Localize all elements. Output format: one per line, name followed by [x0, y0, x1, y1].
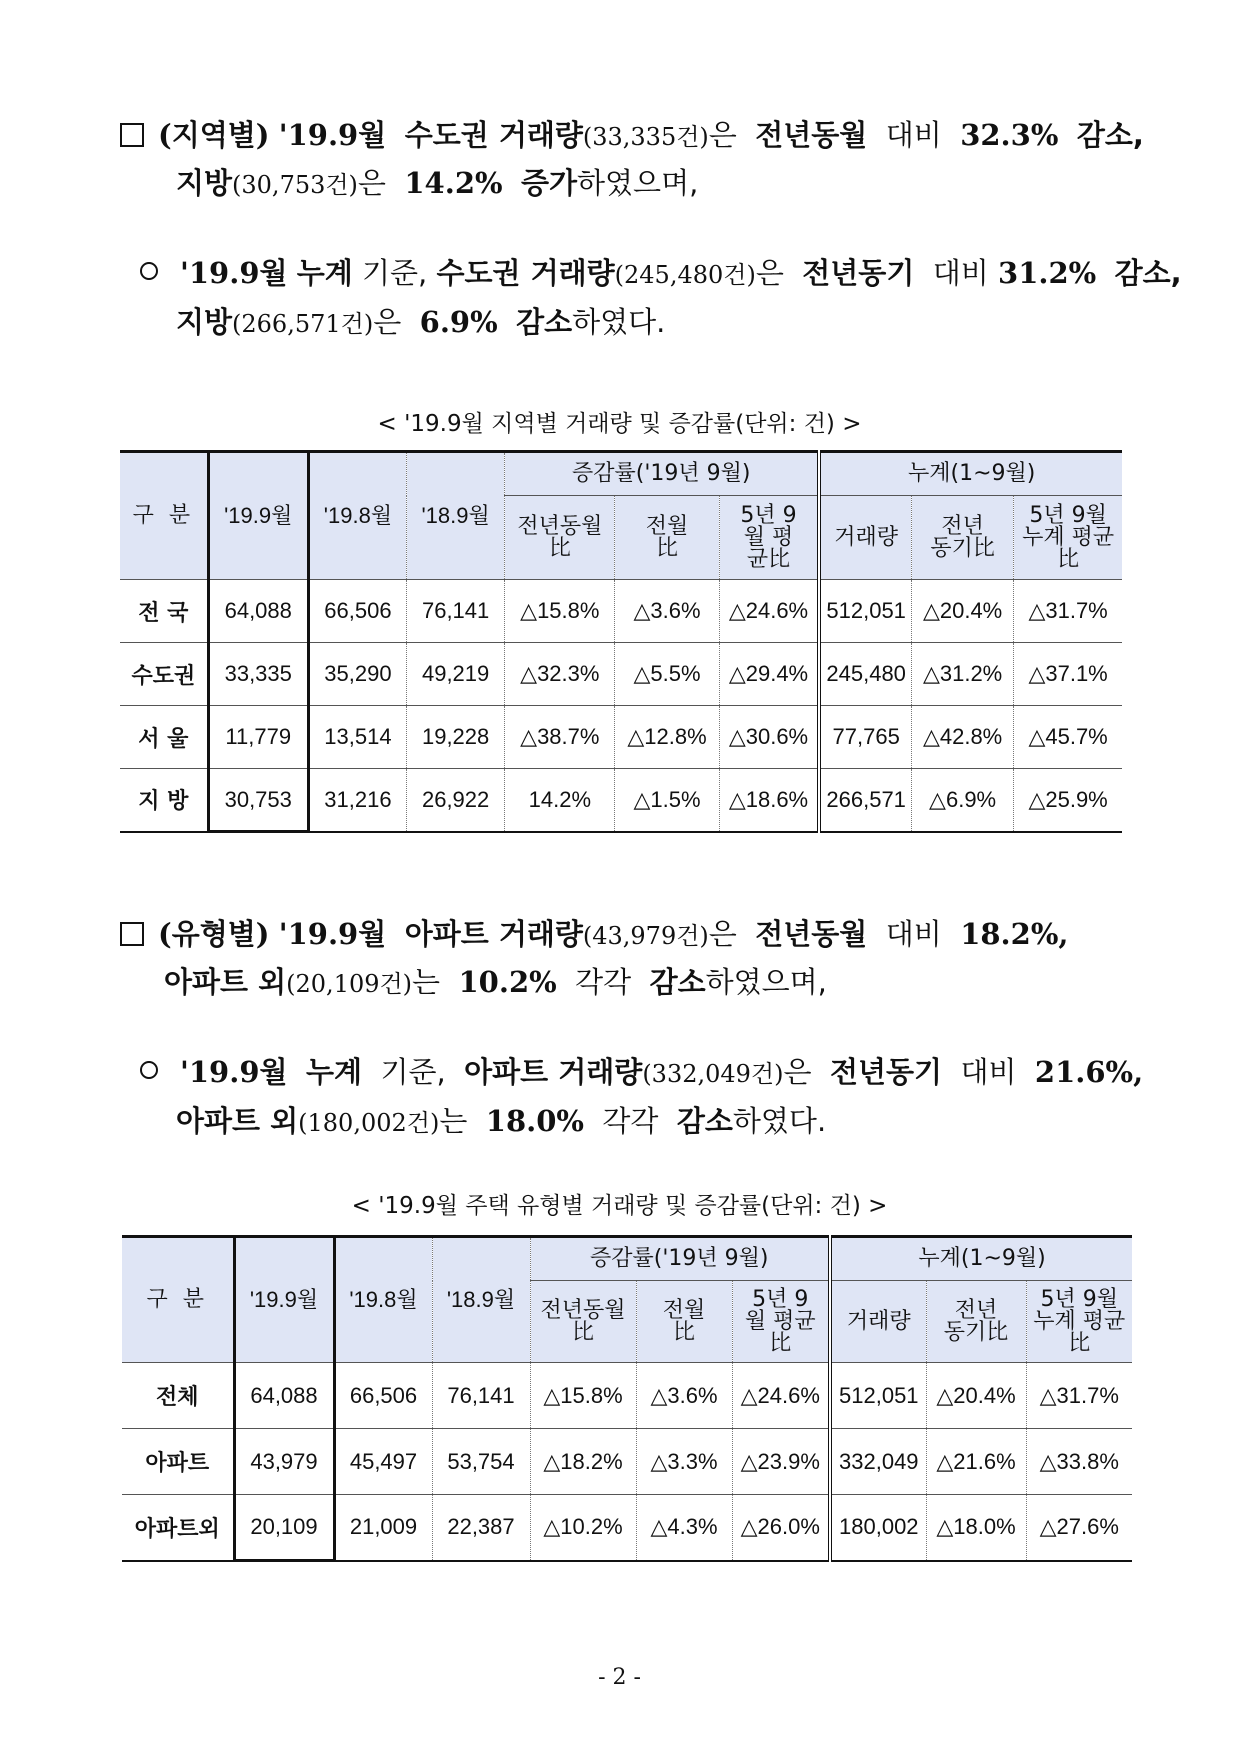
- row-header: 서 울: [120, 706, 208, 769]
- table-cell: 14.2%: [505, 769, 615, 832]
- table-cell: 11,779: [208, 706, 308, 769]
- header-yoy-cumul: 전년 동기比: [926, 1281, 1026, 1363]
- table-cell: △5.5%: [615, 643, 719, 706]
- checkbox-bullet-icon: [120, 922, 144, 946]
- section1-sub-line1: '19.9월 누계 기준, 수도권 거래량(245,480건)은 전년동기 대비 31.2% 감소,: [140, 256, 1182, 292]
- table-cell: 35,290: [308, 643, 406, 706]
- table-cell: △3.6%: [615, 580, 719, 643]
- circle-bullet-icon: [140, 1061, 158, 1079]
- header-volume: 거래량: [819, 496, 911, 580]
- table-cell: △31.7%: [1014, 580, 1122, 643]
- table-cell: △42.8%: [912, 706, 1014, 769]
- row-header: 수도권: [120, 643, 208, 706]
- table-cell: △20.4%: [926, 1363, 1026, 1429]
- table-cell: 33,335: [208, 643, 308, 706]
- table-cell: △21.6%: [926, 1429, 1026, 1495]
- header-avg5-cumul: 5년 9월누계 평균比: [1014, 496, 1122, 580]
- table-cell: △38.7%: [505, 706, 615, 769]
- table-cell: 66,506: [308, 580, 406, 643]
- table-row: [122, 1495, 1132, 1561]
- table-cell: △10.2%: [530, 1495, 636, 1561]
- table-row: [120, 643, 1122, 706]
- region-table: [120, 450, 1122, 833]
- table-cell: △26.0%: [732, 1495, 830, 1561]
- section2-line2: 아파트 외(20,109건)는 10.2% 각각 감소하였으며,: [164, 965, 827, 999]
- header-avg5-cumul: 5년 9월누계 평균比: [1026, 1281, 1132, 1363]
- header-yoy: 전년동월比: [530, 1281, 636, 1363]
- table-cell: 266,571: [819, 769, 911, 832]
- header-mom: 전월比: [636, 1281, 732, 1363]
- header-category: 구 분: [120, 452, 208, 580]
- table-cell: △4.3%: [636, 1495, 732, 1561]
- header-yoy: 전년동월比: [505, 496, 615, 580]
- table-cell: 245,480: [819, 643, 911, 706]
- table-cell: △3.6%: [636, 1363, 732, 1429]
- header-volume: 거래량: [830, 1281, 926, 1363]
- table-cell: △20.4%: [912, 580, 1014, 643]
- header-sep19: '19.9월: [208, 452, 308, 580]
- table-cell: △29.4%: [719, 643, 819, 706]
- table-row: [122, 1363, 1132, 1429]
- table-cell: 22,387: [432, 1495, 530, 1561]
- table-cell: 76,141: [432, 1363, 530, 1429]
- table-cell: △15.8%: [530, 1363, 636, 1429]
- section1-sub-line2: 지방(266,571건)은 6.9% 감소하였다.: [176, 305, 666, 339]
- table-cell: 26,922: [407, 769, 505, 832]
- header-avg5: 5년 9월 평균比: [719, 496, 819, 580]
- section2-sub-line2: 아파트 외(180,002건)는 18.0% 각각 감소하였다.: [176, 1104, 827, 1138]
- table-cell: △33.8%: [1026, 1429, 1132, 1495]
- table-cell: 76,141: [407, 580, 505, 643]
- table-cell: 77,765: [819, 706, 911, 769]
- row-header: 전 국: [120, 580, 208, 643]
- table-cell: △18.2%: [530, 1429, 636, 1495]
- table-cell: 53,754: [432, 1429, 530, 1495]
- table-cell: 64,088: [208, 580, 308, 643]
- row-header: 아파트외: [122, 1495, 234, 1561]
- table-cell: 19,228: [407, 706, 505, 769]
- circle-bullet-icon: [140, 262, 158, 280]
- table-cell: △25.9%: [1014, 769, 1122, 832]
- header-yoy-cumul: 전년 동기比: [912, 496, 1014, 580]
- header-rate-group: 증감률('19년 9월): [530, 1237, 830, 1281]
- header-category: 구 분: [122, 1237, 234, 1363]
- header-aug19: '19.8월: [334, 1237, 432, 1363]
- row-header: 전체: [122, 1363, 234, 1429]
- table-row: [120, 769, 1122, 832]
- table-row: [120, 706, 1122, 769]
- table1-caption: < '19.9월 지역별 거래량 및 증감률(단위: 건) >: [377, 411, 862, 437]
- row-header: 지 방: [120, 769, 208, 832]
- table-cell: 332,049: [830, 1429, 926, 1495]
- table-cell: △18.6%: [719, 769, 819, 832]
- table-cell: △27.6%: [1026, 1495, 1132, 1561]
- table-cell: 43,979: [234, 1429, 334, 1495]
- table-cell: △31.2%: [912, 643, 1014, 706]
- table-cell: 512,051: [830, 1363, 926, 1429]
- table-cell: 31,216: [308, 769, 406, 832]
- table-cell: △45.7%: [1014, 706, 1122, 769]
- page-number: - 2 -: [598, 1665, 641, 1690]
- header-sep19: '19.9월: [234, 1237, 334, 1363]
- table-cell: △24.6%: [732, 1363, 830, 1429]
- checkbox-bullet-icon: [120, 123, 144, 147]
- table-cell: △15.8%: [505, 580, 615, 643]
- table-cell: 180,002: [830, 1495, 926, 1561]
- header-aug19: '19.8월: [308, 452, 406, 580]
- table-cell: △18.0%: [926, 1495, 1026, 1561]
- table-cell: 30,753: [208, 769, 308, 832]
- table-row: [122, 1429, 1132, 1495]
- section2-sub-line1: '19.9월 누계 기준, 아파트 거래량(332,049건)은 전년동기 대비 21.6%,: [140, 1055, 1143, 1091]
- table-cell: △6.9%: [912, 769, 1014, 832]
- table-cell: △32.3%: [505, 643, 615, 706]
- table-cell: 45,497: [334, 1429, 432, 1495]
- header-rate-group: 증감률('19년 9월): [505, 452, 820, 496]
- table-cell: △30.6%: [719, 706, 819, 769]
- section2-line1: (유형별) '19.9월 아파트 거래량(43,979건)은 전년동월 대비 18.2%,: [120, 917, 1068, 953]
- table-cell: △23.9%: [732, 1429, 830, 1495]
- row-header: 아파트: [122, 1429, 234, 1495]
- table2-caption: < '19.9월 주택 유형별 거래량 및 증감률(단위: 건) >: [351, 1193, 888, 1219]
- table-cell: △24.6%: [719, 580, 819, 643]
- table-cell: 49,219: [407, 643, 505, 706]
- table-cell: △3.3%: [636, 1429, 732, 1495]
- table-cell: 20,109: [234, 1495, 334, 1561]
- table-cell: 512,051: [819, 580, 911, 643]
- table-cell: △1.5%: [615, 769, 719, 832]
- housing-type-table: [122, 1235, 1132, 1562]
- table-cell: △37.1%: [1014, 643, 1122, 706]
- header-avg5: 5년 9월 평균比: [732, 1281, 830, 1363]
- section1-line1: (지역별) '19.9월 수도권 거래량(33,335건)은 전년동월 대비 32.3% 감소,: [120, 118, 1144, 154]
- table-cell: 21,009: [334, 1495, 432, 1561]
- section1-line2: 지방(30,753건)은 14.2% 증가하였으며,: [176, 166, 699, 200]
- header-mom: 전월比: [615, 496, 719, 580]
- header-cumul-group: 누계(1~9월): [819, 452, 1122, 496]
- table-row: [120, 580, 1122, 643]
- table-cell: △31.7%: [1026, 1363, 1132, 1429]
- header-sep18: '18.9월: [432, 1237, 530, 1363]
- header-sep18: '18.9월: [407, 452, 505, 580]
- table-cell: 13,514: [308, 706, 406, 769]
- table-cell: 66,506: [334, 1363, 432, 1429]
- table-cell: △12.8%: [615, 706, 719, 769]
- header-cumul-group: 누계(1~9월): [830, 1237, 1132, 1281]
- table-cell: 64,088: [234, 1363, 334, 1429]
